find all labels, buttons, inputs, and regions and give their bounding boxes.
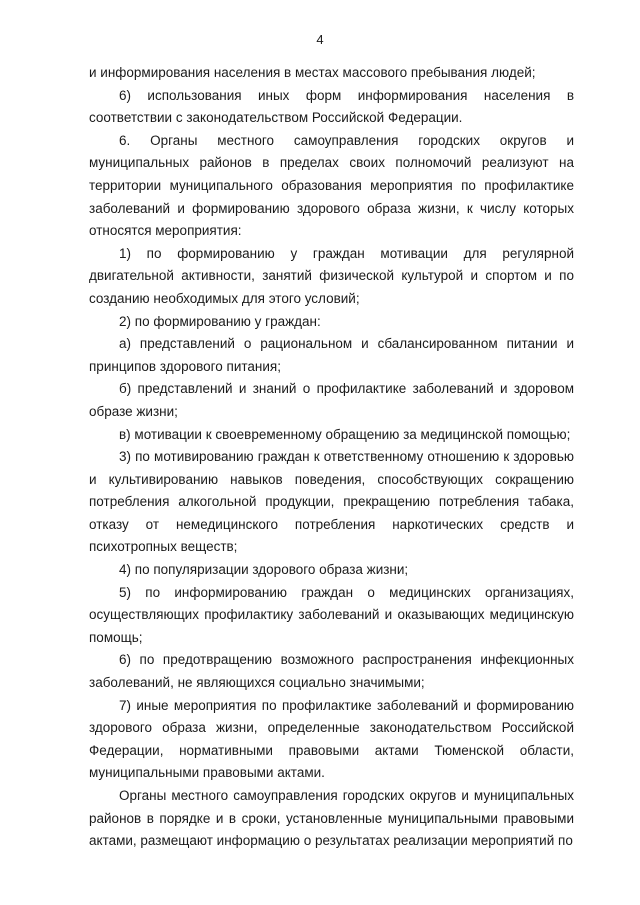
paragraph: 1) по формированию у граждан мотивации для регулярной двигательной активности, занятий физической культурой и спортом и по созданию необходимых для этого условий; bbox=[89, 245, 574, 306]
paragraph: 2) по формированию у граждан: bbox=[119, 313, 321, 329]
paragraph: и информирования населения в местах массового пребывания людей; bbox=[89, 65, 536, 80]
paragraph: Органы местного самоуправления городских округов и муниципальных районов в порядке и в сроки, установленные муниципальными правовыми актами, размещают информацию о результатах реализации мероприятий по bbox=[89, 788, 574, 849]
paragraph: в) мотивации к своевременному обращению за медицинской помощью; bbox=[119, 426, 571, 442]
paragraph: б) представлений и знаний о профилактике заболеваний и здоровом образе жизни; bbox=[89, 381, 574, 419]
page-number: 4 bbox=[316, 32, 324, 47]
paragraph: 6) по предотвращению возможного распространения инфекционных заболеваний, не являющихся социально значимыми; bbox=[89, 652, 574, 691]
paragraph: 5) по информированию граждан о медицинских организациях, осуществляющих профилактику заболеваний и оказывающих медицинскую помощь; bbox=[89, 584, 574, 645]
paragraph: 6) использования иных форм информирования населения в соответствии с законодательством Российской Федерации. bbox=[89, 87, 574, 126]
paragraph: а) представлений о рациональном и сбалансированном питании и принципов здорового питания; bbox=[89, 336, 574, 374]
paragraph: 4) по популяризации здорового образа жизни; bbox=[119, 562, 409, 578]
paragraph: 6. Органы местного самоуправления городских округов и муниципальных районов в пределах своих полномочий реализуют на территории муниципального образования мероприятия по профилактике заболеваний и формированию здорового образа жизни, к числу которых относятся мероприятия: bbox=[89, 132, 574, 239]
paragraph: 7) иные мероприятия по профилактике заболеваний и формированию здорового образа жизни, определенные законодательством Российской Федерации, нормативными правовыми актами Тюменской области, муниципальными правовыми актами. bbox=[89, 697, 574, 781]
document-body bbox=[89, 62, 574, 853]
paragraph: 3) по мотивированию граждан к ответственному отношению к здоровью и культивированию навыков поведения, способствующих сокращению потребления алкогольной продукции, прекращению потребления табака, отказу от немедицинского потребления наркотических средств и психотропных веществ; bbox=[89, 449, 574, 555]
